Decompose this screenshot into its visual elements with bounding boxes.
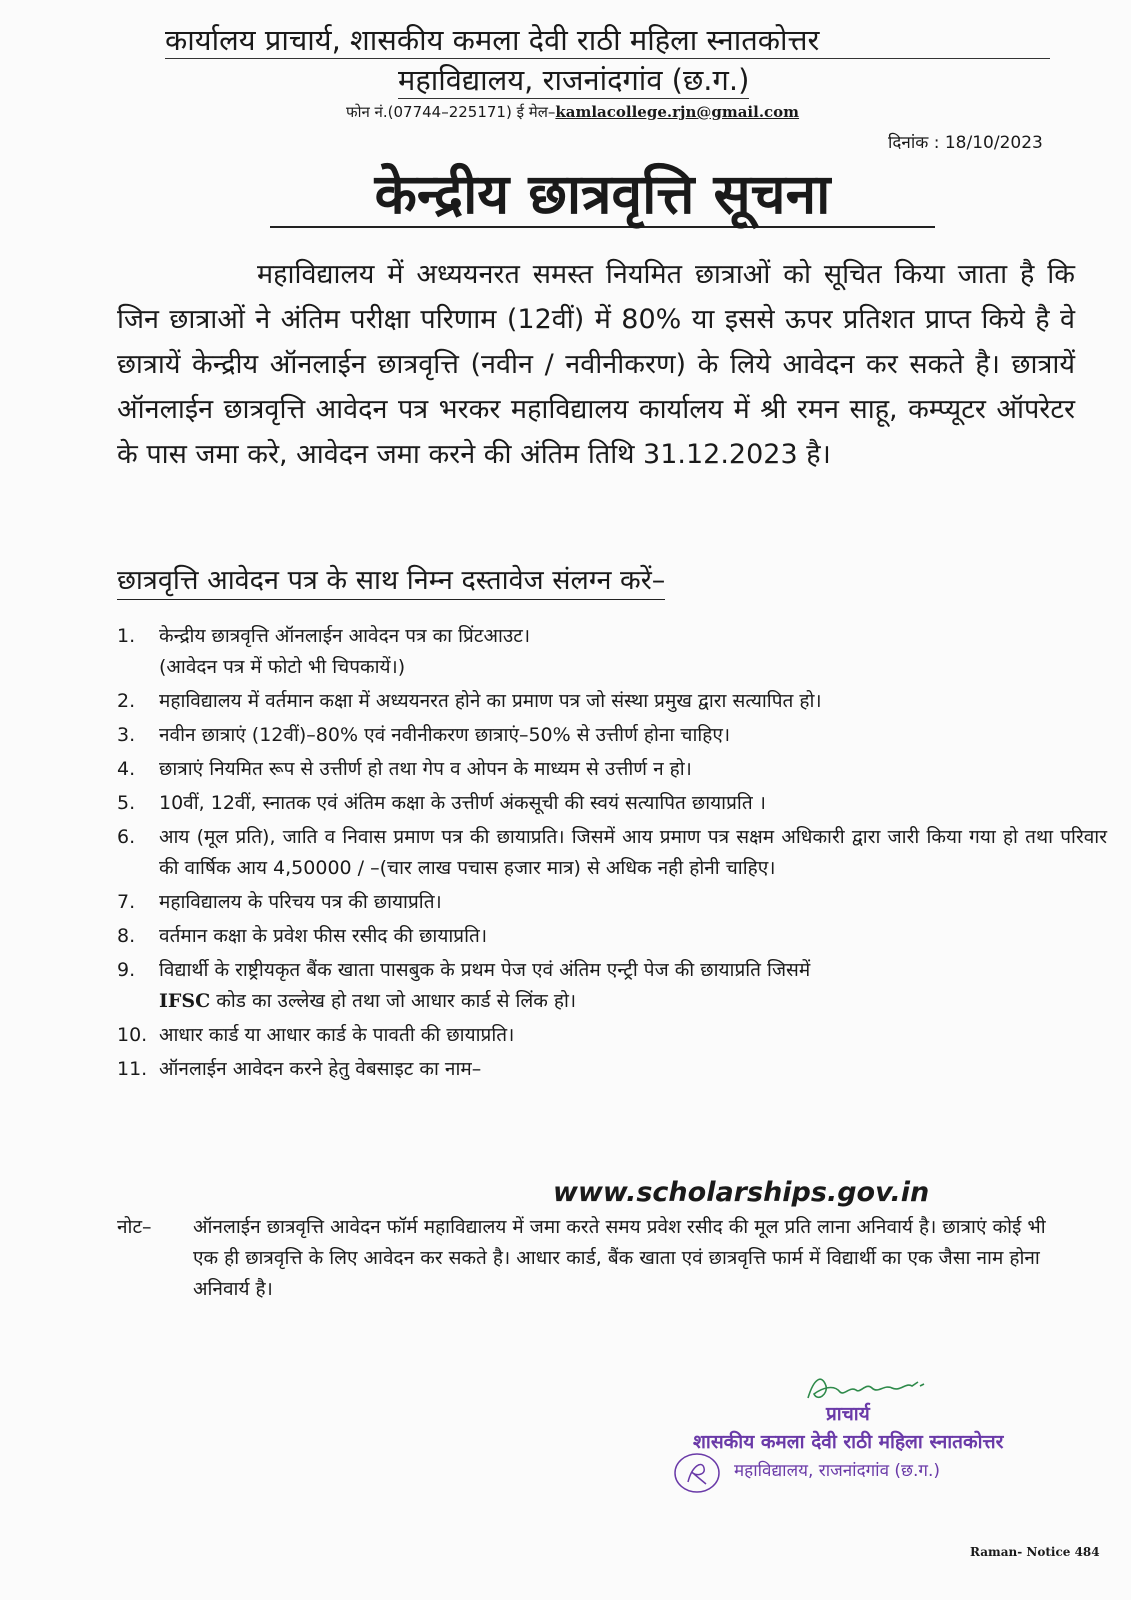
list-item-text: विद्यार्थी के राष्ट्रीयकृत बैंक खाता पासबुक के प्रथम पेज एवं अंतिम एन्ट्री पेज की छायाप्रति जिसमें (159, 959, 811, 981)
list-item-text: आय (मूल प्रति), जाति व निवास प्रमाण पत्र की छायाप्रति। जिसमें आय प्रमाण पत्र सक्षम अधिकारी द्वारा जारी किया गया हो तथा परिवार की वार्षिक आय 4,50000 / –(चार लाख पचास हजार मात्र) से अधिक नही होनी चाहिए। (159, 826, 1107, 879)
website-link[interactable]: www.scholarships.gov.in (553, 1177, 930, 1208)
list-item-number: 10. (117, 1024, 148, 1046)
signature-scribble-icon (800, 1368, 950, 1408)
seal-initial-icon (672, 1450, 722, 1496)
header-contact (346, 102, 799, 122)
seal-line-2: महाविद्यालय, राजनांदगांव (छ.ग.) (734, 1461, 940, 1481)
list-item (117, 754, 1107, 785)
list-item-number: 6. (117, 826, 136, 848)
documents-list (117, 621, 1107, 1088)
list-item (117, 887, 1107, 918)
list-item (117, 686, 1107, 717)
notice-title: केन्द्रीय छात्रवृत्ति सूचना (270, 162, 935, 228)
seal-line-1: शासकीय कमला देवी राठी महिला स्नातकोत्तर (693, 1431, 1004, 1453)
list-item (117, 720, 1107, 751)
list-item-text: महाविद्यालय में वर्तमान कक्षा में अध्ययनरत होने का प्रमाण पत्र जो संस्था प्रमुख द्वारा सत्यापित हो। (159, 690, 822, 712)
phone-text: फोन नं.(07744–225171) ई मेल– (346, 103, 556, 121)
list-item-number: 4. (117, 758, 136, 780)
notice-date: दिनांक : 18/10/2023 (888, 133, 1043, 153)
footer-reference: Raman- Notice 484 (970, 1545, 1100, 1559)
list-item (117, 921, 1107, 952)
signatory-designation: प्राचार्य (826, 1403, 870, 1425)
notice-body (117, 252, 1075, 477)
ifsc-label: IFSC (159, 990, 211, 1012)
notice-body-text: महाविद्यालय में अध्ययनरत समस्त नियमित छात्राओं को सूचित किया जाता है कि जिन छात्राओं ने अंतिम परीक्षा परिणाम (12वीं) में 80% या इससे ऊपर प्रतिशत प्राप्त किये है वे छात्रायें केन्द्रीय ऑनलाईन छात्रवृत्ति (नवीन / नवीनीकरण) के लिये आवेदन कर सकते है। छात्रायें ऑनलाईन छात्रवृत्ति आवेदन पत्र भरकर महाविद्यालय कार्यालय में श्री रमन साहू, कम्प्यूटर ऑपरेटर के पास जमा करे, आवेदन जमा करने की अंतिम तिथि 31.12.2023 है। (117, 259, 1076, 470)
list-item-text: छात्राएं नियमित रूप से उत्तीर्ण हो तथा गेप व ओपन के माध्यम से उत्तीर्ण न हो। (159, 758, 692, 780)
documents-heading: छात्रवृत्ति आवेदन पत्र के साथ निम्न दस्तावेज संलग्न करें– (117, 563, 665, 600)
list-item (117, 822, 1107, 884)
list-item-subtext: (आवेदन पत्र में फोटो भी चिपकायें।) (159, 656, 406, 678)
header-office-line: कार्यालय प्राचार्य, शासकीय कमला देवी राठी महिला स्नातकोत्तर (165, 22, 1050, 59)
note-block (117, 1212, 1057, 1305)
list-item-number: 11. (117, 1058, 148, 1080)
note-text: ऑनलाईन छात्रवृत्ति आवेदन फॉर्म महाविद्यालय में जमा करते समय प्रवेश रसीद की मूल प्रति लाना अनिवार्य है। छात्राएं कोई भी एक ही छात्रवृत्ति के लिए आवेदन कर सकते है। आधार कार्ड, बैंक खाता एवं छात्रवृत्ति फार्म में विद्यार्थी का एक जैसा नाम होना अनिवार्य है। (193, 1216, 1046, 1300)
list-item-subtext: कोड का उल्लेख हो तथा जो आधार कार्ड से लिंक हो। (210, 990, 577, 1012)
email-link[interactable]: kamlacollege.rjn@gmail.com (555, 103, 800, 121)
list-item (117, 1020, 1107, 1051)
list-item-number: 2. (117, 690, 136, 712)
list-item (117, 1054, 1107, 1085)
list-item (117, 955, 1107, 1017)
list-item (117, 788, 1107, 819)
list-item-number: 1. (117, 625, 136, 647)
list-item-text: वर्तमान कक्षा के प्रवेश फीस रसीद की छायाप्रति। (159, 925, 488, 947)
list-item-number: 8. (117, 925, 136, 947)
list-item-number: 7. (117, 891, 136, 913)
list-item-number: 3. (117, 724, 136, 746)
list-item-text: ऑनलाईन आवेदन करने हेतु वेबसाइट का नाम– (159, 1058, 482, 1080)
list-item-text: आधार कार्ड या आधार कार्ड के पावती की छायाप्रति। (159, 1024, 515, 1046)
list-item-text: केन्द्रीय छात्रवृत्ति ऑनलाईन आवेदन पत्र का प्रिंटआउट। (159, 625, 531, 647)
header-college-line: महाविद्यालय, राजनांदगांव (छ.ग.) (398, 63, 750, 97)
note-label: नोट– (117, 1216, 152, 1238)
list-item-number: 9. (117, 959, 136, 981)
list-item-text: नवीन छात्राएं (12वीं)–80% एवं नवीनीकरण छात्राएं–50% से उत्तीर्ण होना चाहिए। (159, 724, 731, 746)
list-item (117, 621, 1107, 683)
list-item-number: 5. (117, 792, 136, 814)
list-item-text: महाविद्यालय के परिचय पत्र की छायाप्रति। (159, 891, 442, 913)
list-item-text: 10वीं, 12वीं, स्नातक एवं अंतिम कक्षा के उत्तीर्ण अंकसूची की स्वयं सत्यापित छायाप्रति । (159, 792, 766, 814)
